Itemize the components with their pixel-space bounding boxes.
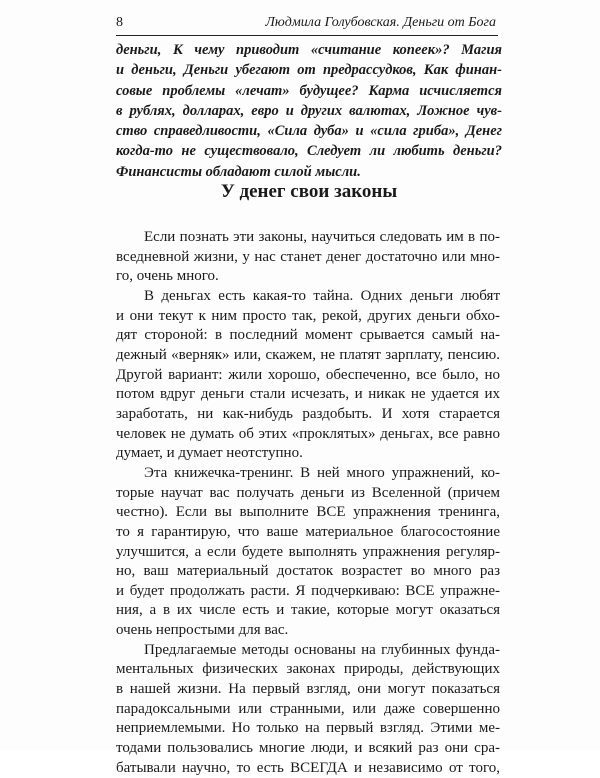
text-line: очень непростыми для вас. (116, 622, 289, 639)
text-line: вседневной жизни, у нас станет денег достаточно или мно- (116, 248, 500, 265)
summary-line: деньги, К чему приводит «считание копеек»? Магия (116, 42, 502, 58)
text-line: неприемлемыми. Но только на первый взгляд. Этими ме- (116, 720, 500, 737)
text-line: в нашей жизни. На первый взгляд, они могут показаться (116, 681, 500, 698)
text-line: потом вдруг деньги стали исчезать, и никак не удается их (116, 386, 500, 403)
text-line: дежный «верняк» или, скажем, не платят зарплату, пенсию. (116, 346, 500, 363)
section-title: У денег свои законы (220, 181, 398, 202)
text-line: но, ваш материальный достаток возрастет во много раз (116, 563, 500, 580)
text-line: и они текут к ним просто так, рекой, других деньги обхо- (116, 307, 500, 324)
summary-line: в рублях, долларах, евро и других валютах, Ложное чув- (116, 102, 502, 119)
text-line: честно). Если вы выполните ВСЕ упражнения тренинга, (116, 504, 500, 521)
text-line: Эта книжечка-тренинг. В ней много упражнений, ко- (144, 464, 500, 481)
page-number: 8 (116, 15, 123, 30)
text-line: заработать, ни как-нибудь раздобыть. И хотя старается (116, 405, 500, 422)
text-line: Предлагаемые методы основаны на глубинных фунда- (144, 641, 500, 658)
text-line: ния, а в их числе есть и такие, которые могут оказаться (116, 602, 500, 619)
text-line: Другой вариант: жили хорошо, обеспеченно, все было, но (116, 366, 500, 383)
text-line: парадоксальными или странными, или даже совершенно (116, 700, 500, 717)
text-line: думает, и думает неотступно. (116, 445, 303, 462)
summary-line: ство справедливости, «Сила дуба» и «сила гриба», Денег (116, 123, 502, 140)
text-line: торые научат вас получать деньги из Вселенной (причем (116, 484, 500, 501)
header-rule (116, 35, 498, 36)
summary-line: когда-то не существовало, Следует ли любить деньги? (116, 143, 502, 160)
chapter-contents-summary (116, 40, 502, 182)
text-line: батывали научно, то есть ВСЕГДА и независимо от того, (116, 759, 500, 776)
text-line: и будет продолжать расти. Я подчеркиваю: ВСЕ упражне- (116, 582, 500, 599)
text-line: Если познать эти законы, научиться следовать им в по- (144, 229, 500, 245)
summary-line: совые проблемы «лечат» будущее? Карма исчисляется (116, 82, 502, 99)
text-line: тодами пользовались многие люди, и всякий раз они сра- (116, 740, 500, 757)
text-line: улучшится, а если будете выполнять упражнения регуляр- (116, 543, 500, 560)
text-line: В деньгах есть какая-то тайна. Одних деньги любят (144, 287, 500, 304)
text-line: ментальных физических законах природы, действующих (116, 661, 500, 678)
running-title: Людмила Голубовская. Деньги от Бога (265, 15, 496, 30)
text-line: то я гарантирую, что ваше материальное благосостояние (116, 523, 500, 540)
body-text (116, 228, 500, 778)
summary-line: Финансисты обладают силой мысли. (116, 163, 361, 180)
text-line: го, очень много. (116, 268, 219, 285)
text-line: дят стороной: в последний момент срывается самый на- (116, 327, 500, 344)
text-line: человек не думать об этих «проклятых» деньгах, все равно (116, 425, 500, 442)
summary-line: и деньги, Деньги убегают от предрассудков, Как финан- (116, 62, 502, 79)
running-head (116, 14, 496, 34)
